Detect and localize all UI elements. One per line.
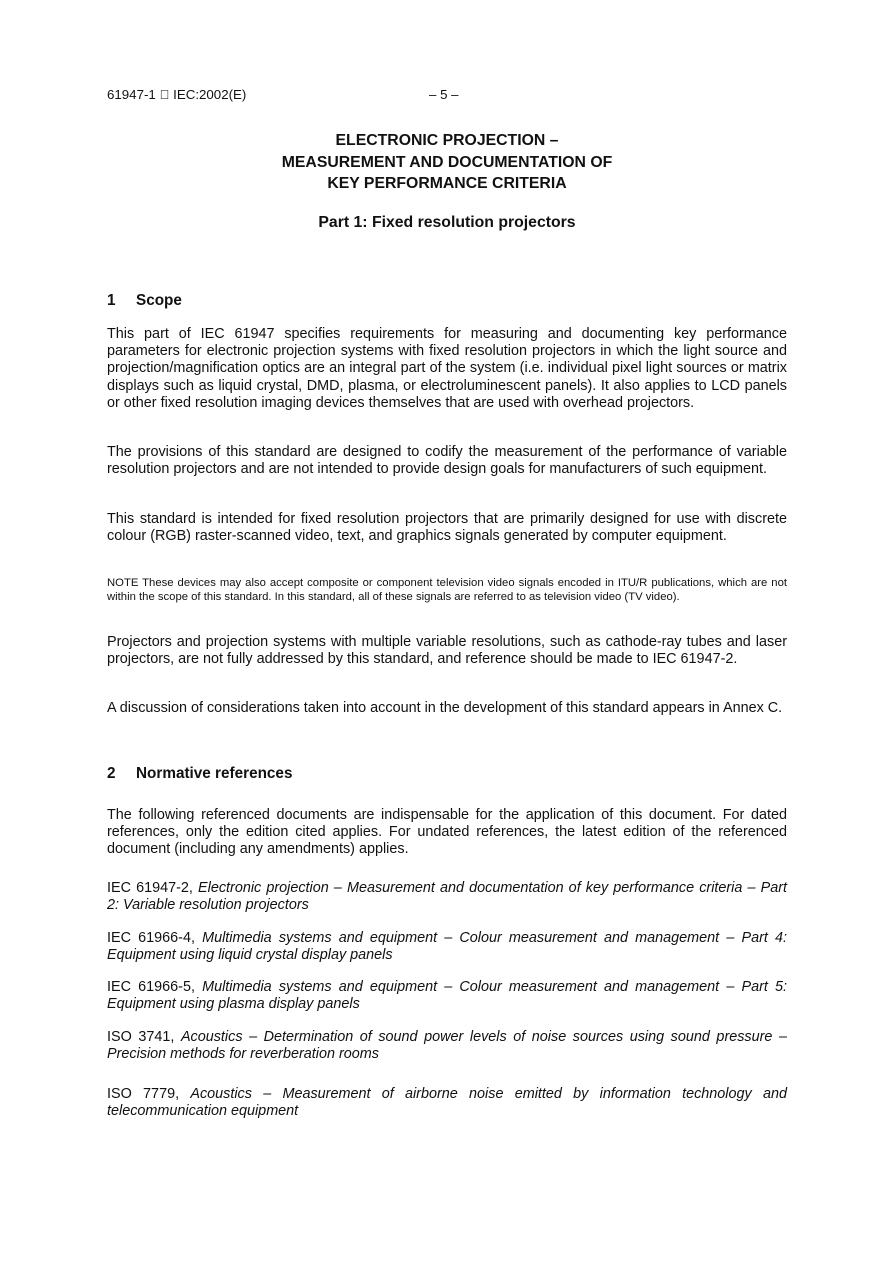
reference-title: Electronic projection – Measurement and documentation of key performance criteria – Part 2: Variable resolution projectors [107,880,788,914]
section-title: Scope [136,292,182,309]
scope-paragraph-3: This standard is intended for fixed resolution projectors that are primarily designed for use with discrete colour (RGB) raster-scanned video, text, and graphics signals generated by computer equipment. [107,511,787,545]
part-title: Part 1: Fixed resolution projectors [318,214,576,231]
reference-title: Multimedia systems and equipment – Colour measurement and management – Part 4: Equipment using liquid crystal display panels [107,930,788,964]
reference-entry [107,930,787,964]
reference-code: IEC 61966-4, [107,930,203,946]
reference-title: Acoustics – Measurement of airborne noise emitted by information technology and telecommunication equipment [107,1086,787,1120]
reference-title: Acoustics – Determination of sound power levels of noise sources using sound pressure – Precision methods for reverberation rooms [107,1029,787,1063]
reference-title: Multimedia systems and equipment – Colour measurement and management – Part 5: Equipment using plasma display panels [107,979,788,1013]
section-title: Normative references [136,765,293,782]
reference-entry [107,979,787,1013]
section-2-heading [107,765,292,783]
section-number: 1 [107,292,116,309]
reference-entry [107,1086,787,1120]
reference-entry [107,880,787,914]
reference-code: IEC 61966-5, [107,979,203,995]
reference-entry [107,1029,787,1063]
title-line-1: ELECTRONIC PROJECTION – [335,132,559,149]
reference-code: ISO 3741, [107,1029,181,1045]
document-identifier: 61947-1 IEC:2002(E) [107,87,233,102]
scope-paragraph-5: A discussion of considerations taken into account in the development of this standard appears in Annex C. [107,700,783,716]
scope-paragraph-1: This part of IEC 61947 specifies requirements for measuring and documenting key performance parameters for electronic projection systems with fixed resolution projectors in which the light source and projection/magnification optics are an integral part of the system (i.e. individual pixel light sources or matrix displays such as liquid crystal, DMD, plasma, or electroluminescent panels). It also applies to LCD panels or other fixed resolution imaging devices themselves that are used with overhead projectors. [107,326,787,411]
title-line-2: MEASUREMENT AND DOCUMENTATION OF [281,153,613,171]
scope-paragraph-2: The provisions of this standard are designed to codify the measurement of the performance of variable resolution projectors and are not intended to provide design goals for manufacturers of such equipment. [107,444,787,478]
reference-code: ISO 7779, [107,1086,191,1102]
document-title [107,130,787,195]
scope-paragraph-4: Projectors and projection systems with multiple variable resolutions, such as cathode-ray tubes and laser projectors, are not fully addressed by this standard, and reference should be made to IEC 61947-2. [107,634,787,668]
references-intro: The following referenced documents are indispensable for the application of this document. For dated references, only the edition cited applies. For undated references, the latest edition of the referenced document (including any amendments) applies. [107,807,787,858]
title-line-3: KEY PERFORMANCE CRITERIA [327,175,567,192]
section-1-heading [107,292,182,310]
reference-code: IEC 61947-2, [107,880,199,896]
scope-note: NOTE These devices may also accept composite or component television video signals encoded in ITU/R publications, which are not within the scope of this standard. In this standard, all of these signals are referred to as television video (TV video). [107,577,787,603]
page-number: – 5 – [429,87,459,102]
section-number: 2 [107,765,116,782]
page-header [107,87,787,105]
